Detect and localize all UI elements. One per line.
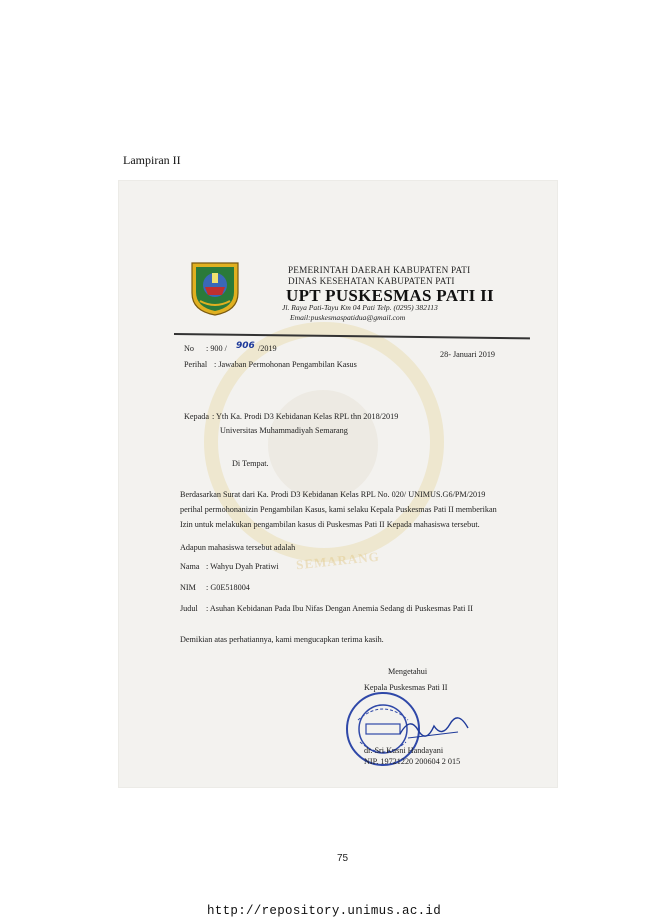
nim-label: NIM [180, 583, 196, 592]
no-prefix: : 900 / [206, 344, 227, 353]
judul-label: Judul [180, 604, 198, 613]
letterhead-government: PEMERINTAH DAERAH KABUPATEN PATI [288, 265, 471, 275]
mengetahui-label: Mengetahui [388, 667, 428, 676]
page-number: 75 [337, 853, 349, 864]
letterhead-email: Email:puskesmaspatidua@gmail.com [290, 313, 406, 322]
appendix-label: Lampiran II [123, 153, 181, 167]
perihal-value: : Jawaban Permohonan Pengambilan Kasus [214, 360, 357, 369]
no-handwritten: 906 [236, 341, 255, 351]
body-line-3: Izin untuk melakukan pengambilan kasus di Puskesmas Pati II Kepada mahasiswa tersebut. [180, 520, 480, 529]
signatory-nip: NIP. 19721220 200604 2 015 [364, 757, 461, 766]
letterhead-department: DINAS KESEHATAN KABUPATEN PATI [288, 276, 455, 286]
letterhead-address: Jl. Raya Pati-Tayu Km 04 Pati Telp. (0295) 382113 [282, 303, 438, 312]
pati-regency-logo [188, 257, 242, 317]
letter-date: 28- Januari 2019 [440, 350, 496, 359]
signatory-position: Kepala Puskesmas Pati II [364, 683, 448, 692]
body-line-2: perihal permohonanizin Pengambilan Kasus, kami selaku Kepala Puskesmas Pati II memberikan [180, 505, 497, 514]
nama-value: : Wahyu Dyah Pratiwi [206, 562, 279, 571]
letterhead-title: UPT PUSKESMAS PATI II [286, 286, 494, 305]
recipient-line1: : Yth Ka. Prodi D3 Kebidanan Kelas RPL thn 2018/2019 [212, 412, 399, 421]
judul-value: : Asuhan Kebidanan Pada Ibu Nifas Dengan Anemia Sedang di Puskesmas Pati II [206, 604, 473, 613]
perihal-label: Perihal [184, 360, 208, 369]
no-suffix: /2019 [258, 344, 277, 353]
repository-url[interactable]: http://repository.unimus.ac.id [207, 904, 442, 918]
kepada-label: Kepada [184, 412, 210, 421]
signatory-name: dr. Sri Kusni Handayani [364, 746, 444, 755]
recipient-line3: Di Tempat. [232, 459, 269, 468]
nim-value: : G0E518004 [206, 583, 250, 592]
closing-sentence: Demikian atas perhatiannya, kami mengucapkan terima kasih. [180, 635, 384, 644]
body-line-1: Berdasarkan Surat dari Ka. Prodi D3 Kebidanan Kelas RPL No. 020/ UNIMUS.G6/PM/2019 [180, 490, 486, 499]
student-intro: Adapun mahasiswa tersebut adalah [180, 543, 296, 552]
watermark-text: SEMARANG [295, 548, 381, 573]
nama-label: Nama [180, 562, 200, 571]
recipient-line2: Universitas Muhammadiyah Semarang [220, 426, 348, 435]
handwritten-signature [398, 712, 470, 742]
no-label: No [184, 344, 195, 353]
